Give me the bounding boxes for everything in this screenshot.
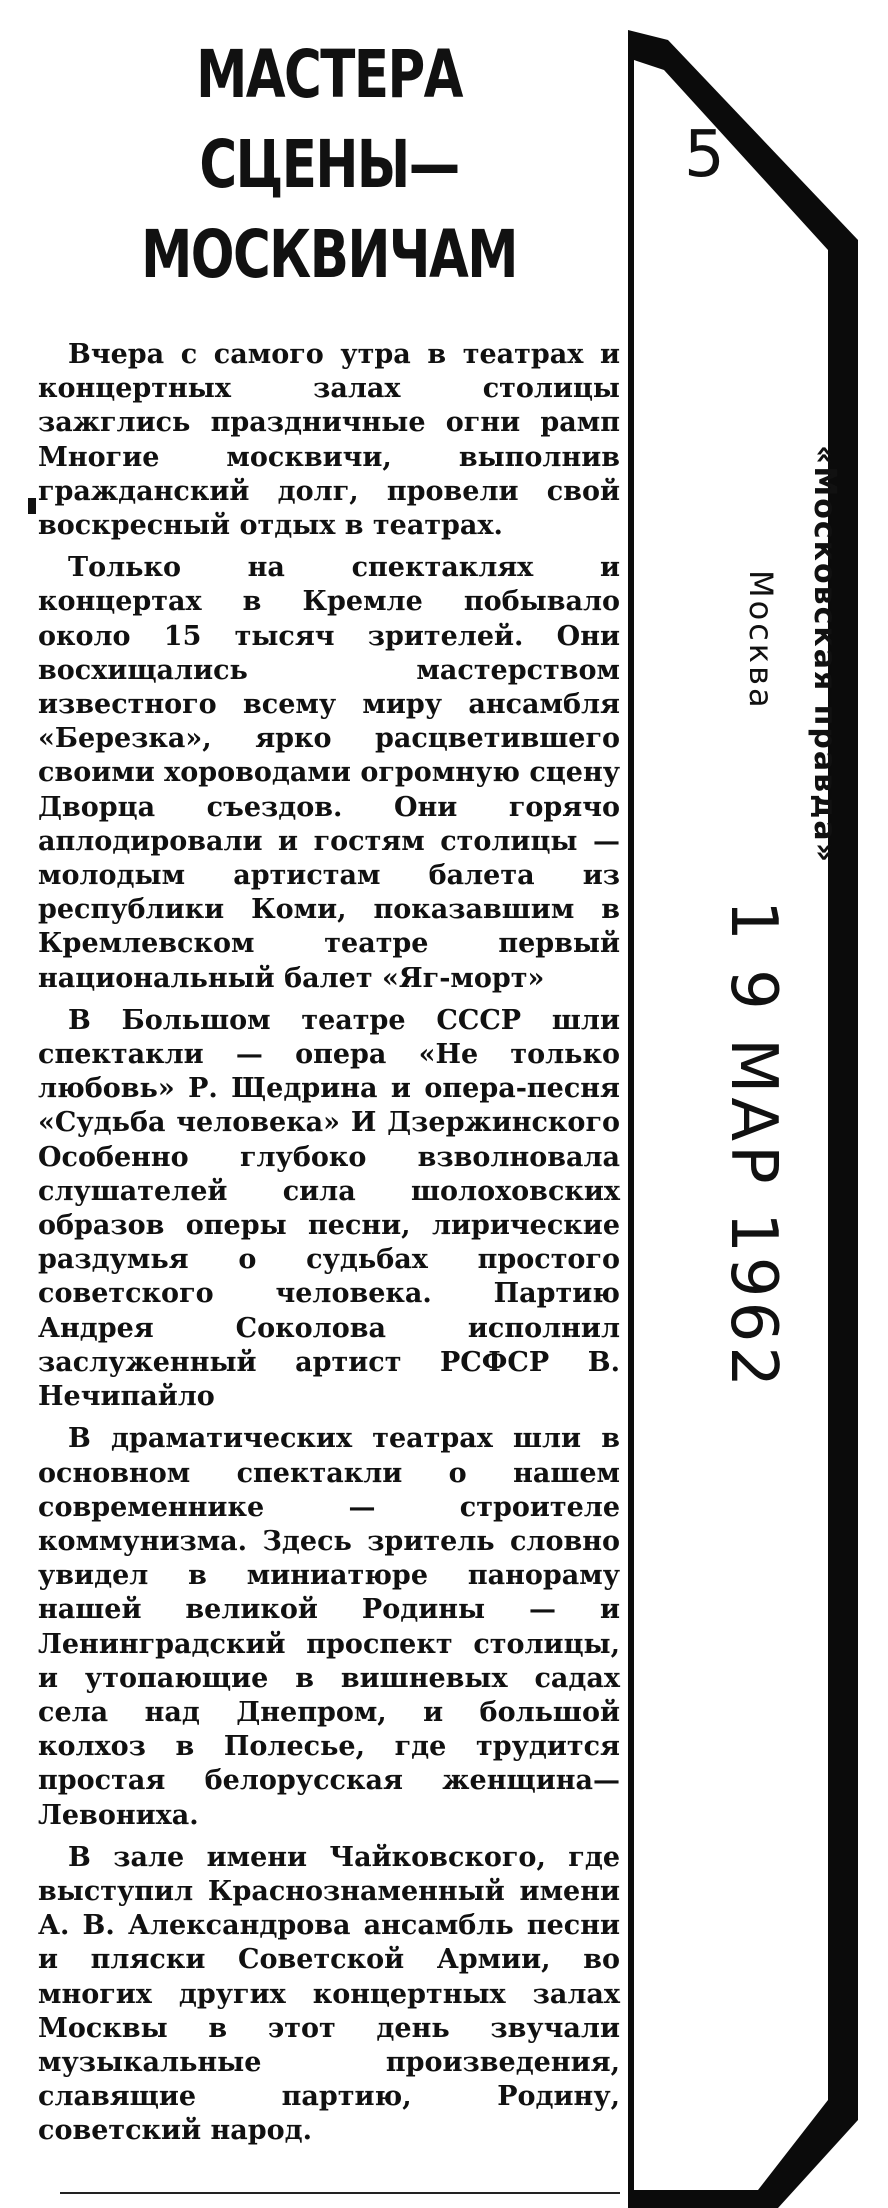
article-headline — [102, 30, 556, 300]
article — [38, 30, 620, 2157]
paragraph: Только на спектаклях и концертах в Кремле побывало около 15 тысяч зрителей. Они восхищались мастерством известного всему миру ансамбля «Березка», ярко расцветившего своими хороводами огромную сцену Дворца съездов. Они горячо аплодировали и гостям столицы — молодым артистам балета из республики Коми, показавшим в Кремлевском театре первый национальный балет «Яг-морт» — [38, 552, 620, 994]
bottom-rule — [60, 2192, 620, 2194]
headline-line-1: МАСТЕРА СЦЕНЫ— — [196, 36, 462, 203]
date-stamp: 1 9 МАР 1962 — [716, 900, 790, 1391]
paragraph: В зале имени Чайковского, где выступил Краснознаменный имени А. В. Александрова ансамбль песни и пляски Советской Армии, во многих других концертных залах Москвы в этот день звучали музыкальные произведения, славящие партию, Родину, советский народ. — [38, 1841, 620, 2147]
margin-mark — [28, 498, 36, 514]
headline-line-2: МОСКВИЧАМ — [141, 216, 517, 293]
page-number: 5 — [684, 118, 725, 192]
publication-stamp: «Московская правда» — [807, 445, 842, 864]
article-body — [38, 338, 620, 2149]
city-stamp: Москва — [742, 570, 780, 711]
paragraph: В Большом театре СССР шли спектакли — опера «Не только любовь» Р. Щедрина и опера-песня «Судьба человека» И Дзержинского Особенно глубоко взволновала слушателей сила шолоховских образов оперы песни, лирические раздумья о судьбах простого советского человека. Партию Андрея Соколова исполнил заслуженный артист РСФСР В. Нечипайло — [38, 1004, 620, 1413]
paragraph: Вчера с самого утра в театрах и концертных залах столицы зажглись праздничные огни рамп Многие москвичи, выполнив гражданский долг, провели свой воскресный отдых в театрах. — [38, 339, 620, 542]
paragraph: В драматических театрах шли в основном спектакли о нашем современнике — строителе коммунизма. Здесь зритель словно увидел в миниатюре панораму нашей великой Родины — и Ленинградский проспект столицы, и утопающие в вишневых садах села над Днепром, и большой колхоз в Полесье, где трудится простая белорусская женщина—Левониха. — [38, 1423, 620, 1831]
